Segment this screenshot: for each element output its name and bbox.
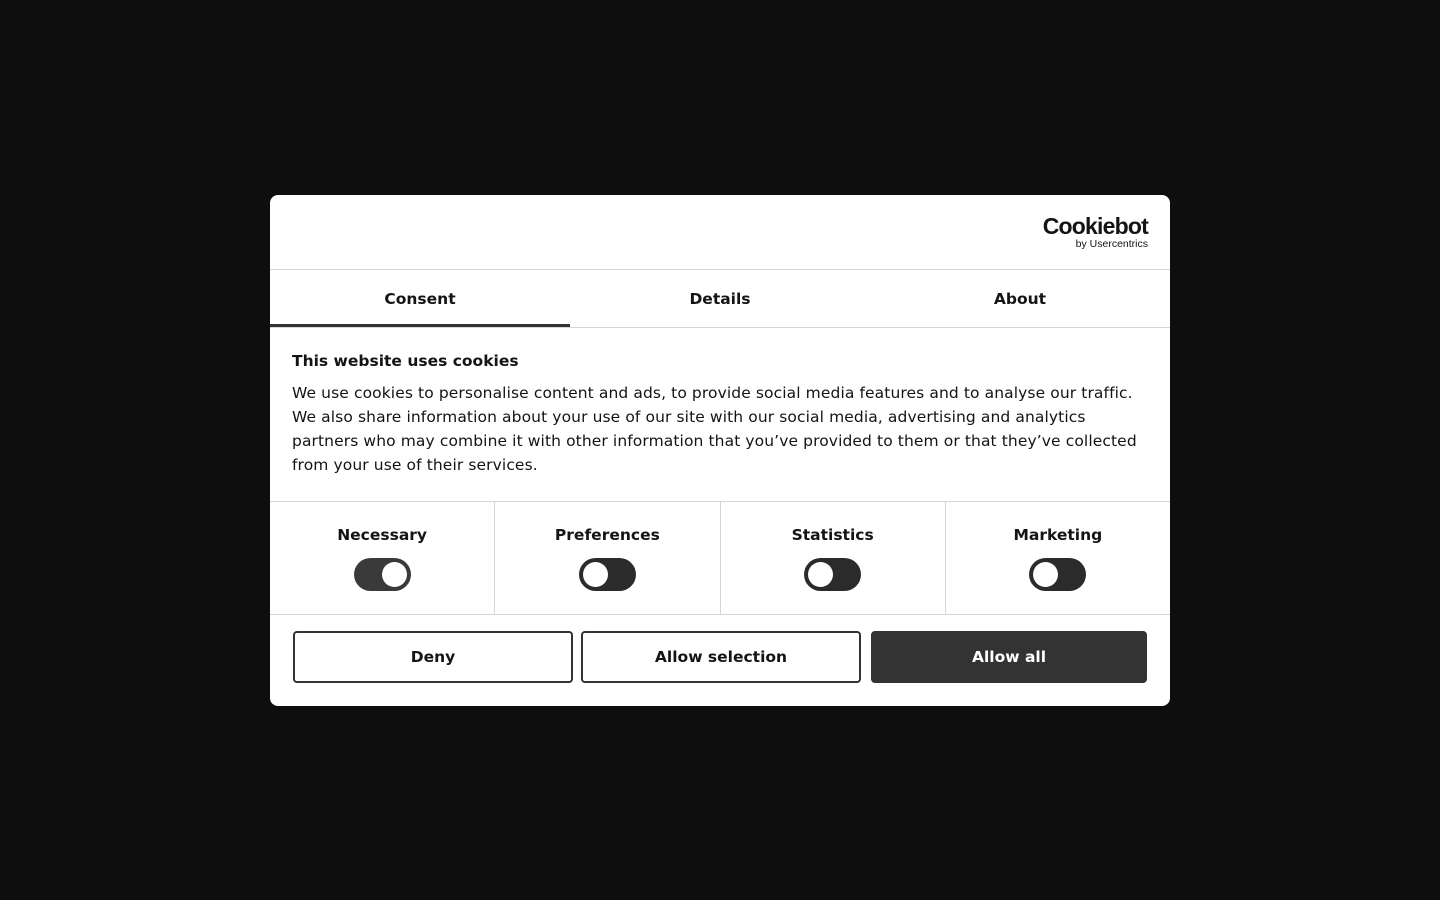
tab-about[interactable]: About	[993, 289, 1047, 308]
toggle-label-preferences: Preferences	[554, 526, 660, 544]
toggle-cell-marketing	[946, 502, 1170, 614]
consent-description: We use cookies to personalise content and ads, to provide social media features and to analyse our traffic. We also share information about your use of our site with our social media, advertising and analytics partners who may combine it with other information that you’ve provided to them or that they’ve collected from your use of their services.	[292, 384, 1137, 474]
toggle-knob	[382, 562, 407, 587]
deny-button[interactable]: Deny	[293, 631, 573, 683]
consent-body	[270, 328, 1170, 502]
consent-title: This website uses cookies	[292, 352, 519, 370]
cookie-category-toggles	[270, 502, 1170, 615]
logo-main-text: Cookiebot	[1042, 213, 1148, 239]
toggle-label-necessary: Necessary	[337, 526, 428, 544]
allow-all-button[interactable]: Allow all	[871, 631, 1147, 683]
toggle-knob	[1033, 562, 1058, 587]
toggle-preferences[interactable]	[579, 558, 636, 591]
tab-bar	[270, 270, 1170, 328]
toggle-statistics[interactable]	[804, 558, 861, 591]
allow-selection-button[interactable]: Allow selection	[581, 631, 861, 683]
toggle-knob	[583, 562, 608, 587]
cookiebot-logo	[1043, 215, 1148, 250]
tab-consent[interactable]: Consent	[270, 270, 570, 327]
toggle-knob	[808, 562, 833, 587]
toggle-cell-necessary	[270, 502, 495, 614]
cookie-consent-dialog	[270, 195, 1170, 706]
logo-sub-text: by Usercentrics	[1075, 238, 1148, 250]
toggle-label-marketing: Marketing	[1013, 526, 1103, 544]
toggle-label-statistics: Statistics	[791, 526, 874, 544]
dialog-header	[270, 195, 1170, 270]
tab-details[interactable]: Details	[689, 289, 751, 308]
toggle-cell-statistics	[721, 502, 946, 614]
toggle-cell-preferences	[495, 502, 720, 614]
toggle-necessary[interactable]	[354, 558, 411, 591]
toggle-marketing[interactable]	[1029, 558, 1086, 591]
action-buttons	[270, 615, 1170, 699]
